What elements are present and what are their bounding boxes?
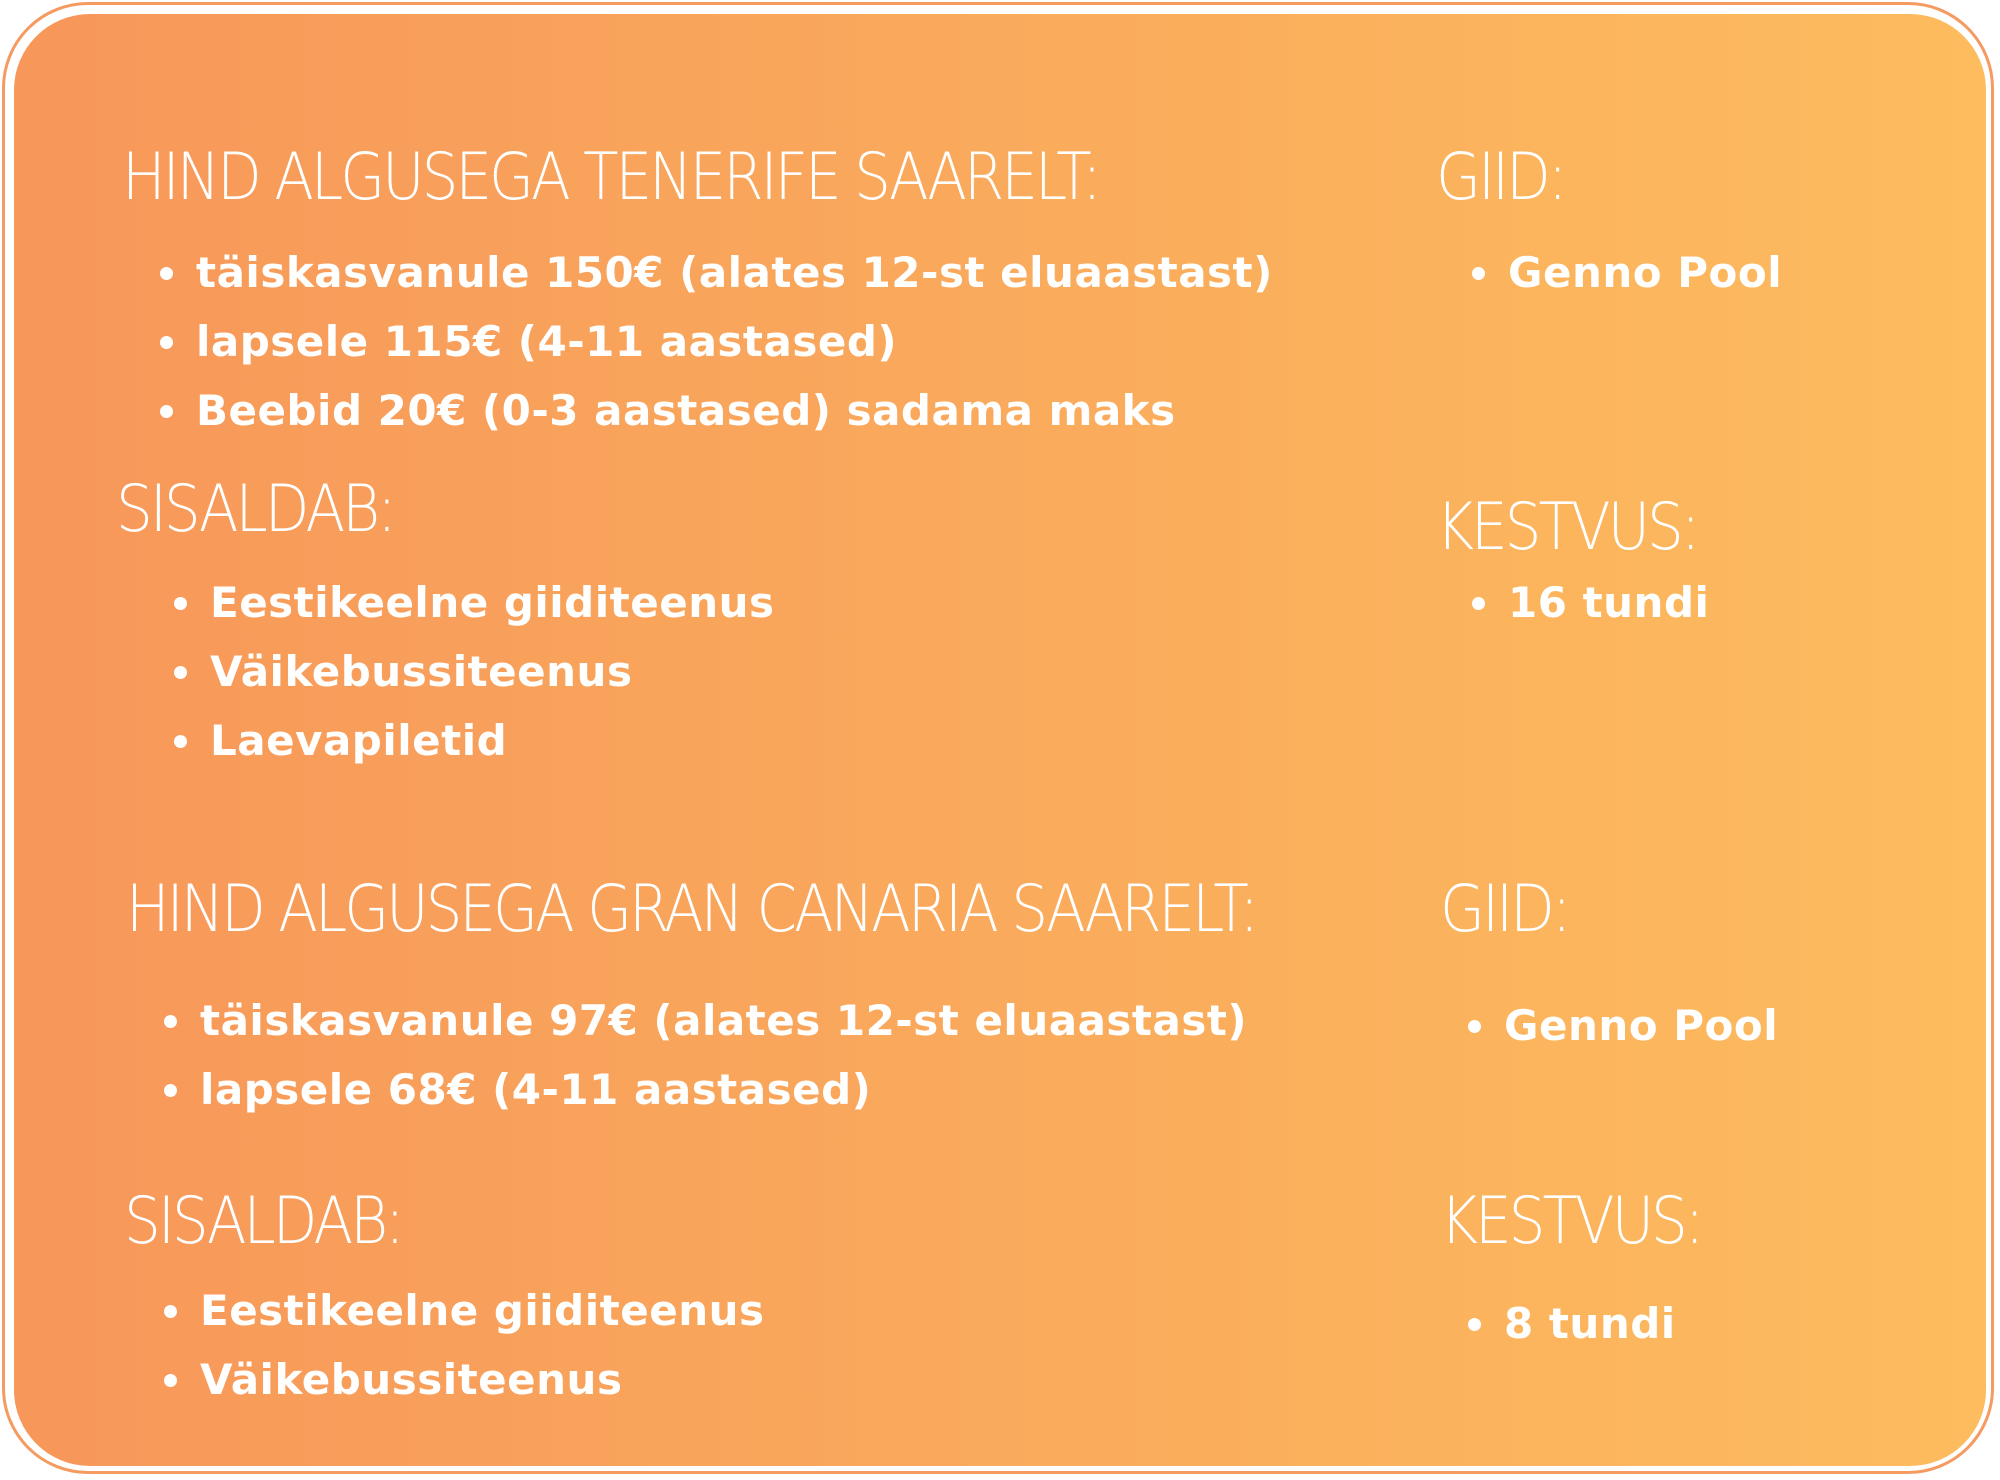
- tenerife-duration-list: [1468, 568, 1709, 637]
- tenerife-price-heading: HIND ALGUSEGA TENERIFE SAARELT:: [122, 138, 1099, 215]
- gran-canaria-duration-heading: KESTVUS:: [1440, 1182, 1702, 1259]
- gran-canaria-guide-heading: GIID:: [1440, 870, 1569, 947]
- price-item-adult: [160, 986, 1247, 1055]
- gran-canaria-includes-list: [160, 1276, 765, 1414]
- duration-value-text: 8 tundi: [1504, 1299, 1676, 1348]
- tenerife-includes-heading: SISALDAB:: [116, 470, 394, 547]
- bullet-icon: [1472, 597, 1485, 610]
- includes-item-text: Väikebussiteenus: [200, 1355, 623, 1404]
- price-item-child: [160, 1055, 1247, 1124]
- price-item-text: Beebid 20€ (0-3 aastased) sadama maks: [196, 386, 1176, 435]
- price-item-baby: [156, 376, 1273, 445]
- bullet-icon: [1468, 1318, 1481, 1331]
- bullet-icon: [1468, 1020, 1481, 1033]
- bullet-icon: [174, 597, 187, 610]
- bullet-icon: [1472, 267, 1485, 280]
- gran-canaria-duration-list: [1464, 1289, 1676, 1358]
- tenerife-guide-heading: GIID:: [1436, 138, 1565, 215]
- tenerife-includes-list: [170, 568, 775, 775]
- gran-canaria-guide-list: [1464, 991, 1778, 1060]
- bullet-icon: [174, 735, 187, 748]
- bullet-icon: [164, 1084, 177, 1097]
- tenerife-guide-list: [1468, 238, 1782, 307]
- bullet-icon: [160, 405, 173, 418]
- guide-name: [1464, 991, 1778, 1060]
- bullet-icon: [174, 666, 187, 679]
- includes-item-text: Eestikeelne giiditeenus: [200, 1286, 765, 1335]
- tour-info-card: [14, 14, 1986, 1466]
- guide-name-text: Genno Pool: [1504, 1001, 1779, 1050]
- includes-item: [170, 637, 775, 706]
- includes-item: [170, 568, 775, 637]
- gran-canaria-includes-heading: SISALDAB:: [124, 1182, 402, 1259]
- includes-item: [160, 1345, 765, 1414]
- price-item-child: [156, 307, 1273, 376]
- bullet-icon: [164, 1374, 177, 1387]
- bullet-icon: [160, 267, 173, 280]
- includes-item-text: Laevapiletid: [210, 716, 508, 765]
- bullet-icon: [160, 336, 173, 349]
- price-item-text: lapsele 115€ (4-11 aastased): [196, 317, 898, 366]
- price-item-text: lapsele 68€ (4-11 aastased): [200, 1065, 872, 1114]
- price-item-text: täiskasvanule 150€ (alates 12-st eluaastast): [196, 248, 1273, 297]
- duration-value: [1464, 1289, 1676, 1358]
- includes-item-text: Eestikeelne giiditeenus: [210, 578, 775, 627]
- tenerife-duration-heading: KESTVUS:: [1436, 488, 1698, 565]
- gran-canaria-price-heading: HIND ALGUSEGA GRAN CANARIA SAARELT:: [126, 870, 1256, 947]
- includes-item-text: Väikebussiteenus: [210, 647, 633, 696]
- bullet-icon: [164, 1015, 177, 1028]
- duration-value: [1468, 568, 1709, 637]
- guide-name: [1468, 238, 1782, 307]
- includes-item: [170, 706, 775, 775]
- duration-value-text: 16 tundi: [1508, 578, 1710, 627]
- guide-name-text: Genno Pool: [1508, 248, 1783, 297]
- includes-item: [160, 1276, 765, 1345]
- gran-canaria-price-list: [160, 986, 1247, 1124]
- price-item-adult: [156, 238, 1273, 307]
- tenerife-price-list: [156, 238, 1273, 445]
- bullet-icon: [164, 1305, 177, 1318]
- price-item-text: täiskasvanule 97€ (alates 12-st eluaastast): [200, 996, 1248, 1045]
